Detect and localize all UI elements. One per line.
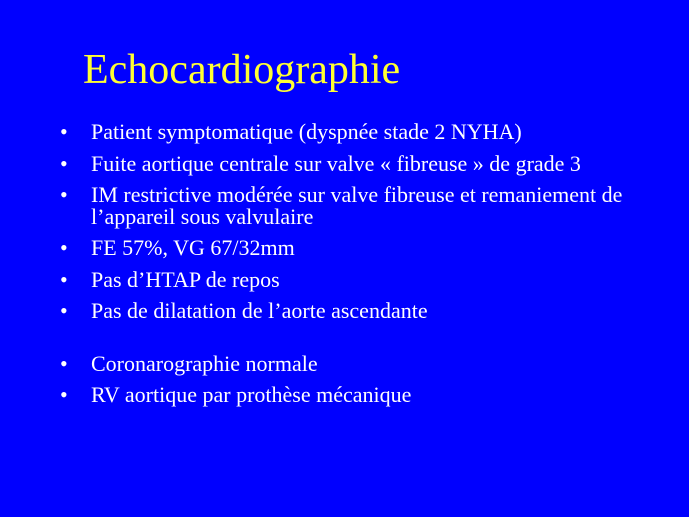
bullet-item: [60, 121, 660, 143]
bullet-text: Pas de dilatation de l’aorte ascendante: [91, 298, 428, 323]
bullet-text: IM restrictive modérée sur valve fibreuse et remaniement de l’appareil sous valvulaire: [91, 182, 623, 229]
bullet-dot: •: [60, 298, 68, 323]
bullet-dot: •: [60, 119, 68, 144]
bullet-dot: •: [60, 350, 68, 376]
bullet-dot: •: [60, 150, 68, 176]
bullet-item: [60, 350, 660, 376]
bullet-item: [60, 300, 660, 322]
bullet-dot: •: [60, 182, 68, 207]
bullet-text: Pas d’HTAP de repos: [91, 266, 280, 292]
bullet-dot: •: [60, 382, 68, 407]
bullet-text: Patient symptomatique (dyspnée stade 2 NYHA): [91, 119, 522, 144]
bullet-text: FE 57%, VG 67/32mm: [91, 235, 295, 260]
bullet-dot: •: [60, 266, 68, 292]
bullet-item: [60, 384, 660, 406]
slide-title: Echocardiographie: [83, 47, 401, 93]
bullet-item: [60, 266, 660, 292]
bullet-item: [60, 237, 660, 259]
bullet-item: [60, 184, 660, 227]
bullet-text: Coronarographie normale: [91, 350, 318, 376]
bullet-item: [60, 150, 660, 176]
bullet-text: RV aortique par prothèse mécanique: [91, 382, 412, 407]
bullet-text: Fuite aortique centrale sur valve « fibreuse » de grade 3: [91, 150, 581, 176]
bullet-list: [60, 121, 660, 416]
bullet-dot: •: [60, 235, 68, 260]
